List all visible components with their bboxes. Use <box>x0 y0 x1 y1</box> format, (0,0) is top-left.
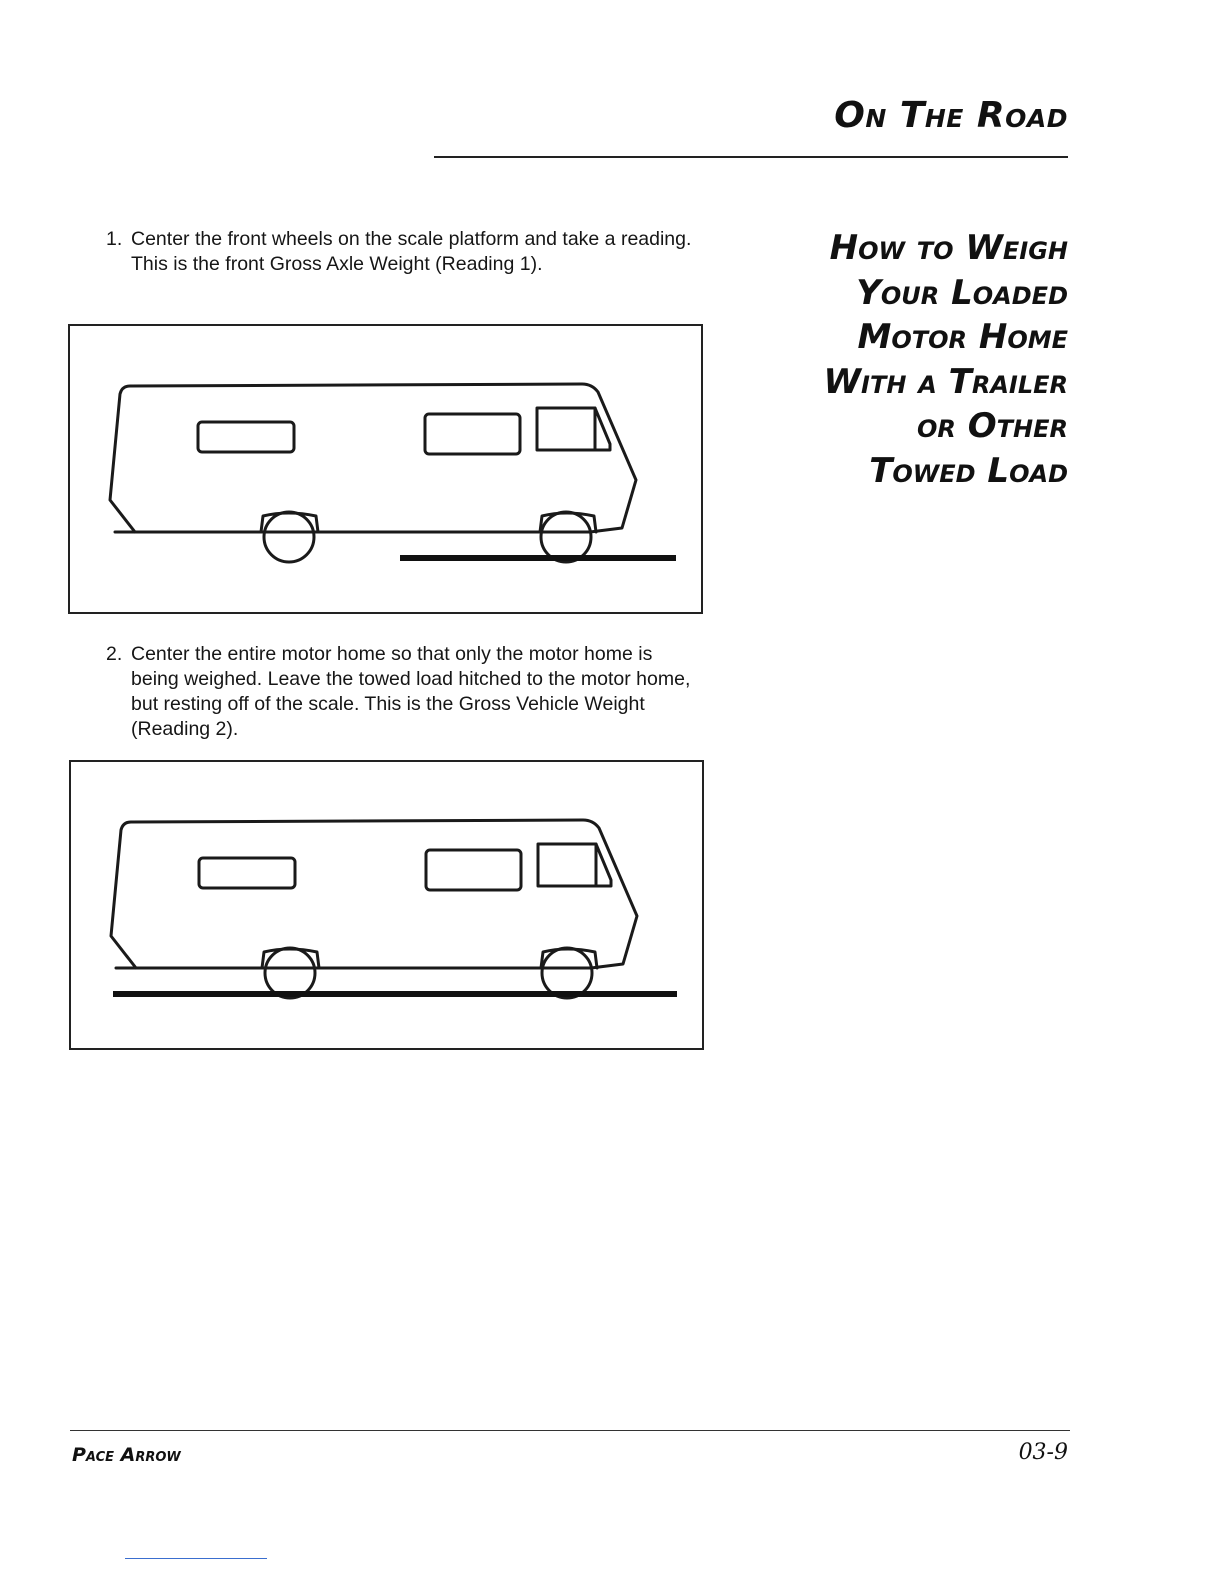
step-text: Center the entire motor home so that only the motor home is being weighed. Leave the towed load hitched to the motor home, but resting off of the scale. This is the Gross Vehicle Weight (Reading 2). <box>131 643 691 740</box>
figure-front-axle-weighing <box>68 324 703 614</box>
step-number: 1. <box>106 228 123 250</box>
step-2 <box>106 642 706 742</box>
footer-divider <box>70 1430 1070 1431</box>
section-heading-line: or Other <box>917 406 1068 446</box>
front-wheel <box>541 512 591 562</box>
rear-wheel <box>265 948 315 998</box>
scan-margin-line <box>125 1558 267 1559</box>
section-heading-line: Motor Home <box>857 317 1068 357</box>
step-1 <box>106 227 706 277</box>
motor-home-body <box>111 820 637 968</box>
door-window <box>425 414 520 454</box>
side-window <box>198 422 294 452</box>
page-number: 03-9 <box>1018 1440 1068 1465</box>
section-heading <box>808 226 1068 493</box>
footer-book-title: Pace Arrow <box>72 1444 181 1466</box>
figure-gross-vehicle-weighing <box>69 760 704 1050</box>
front-wheel <box>542 948 592 998</box>
motor-home-illustration <box>70 326 705 616</box>
side-window <box>199 858 295 888</box>
section-heading-line: Towed Load <box>869 450 1068 491</box>
page-header-title: On The Road <box>834 95 1068 136</box>
cab-window <box>538 844 611 886</box>
section-heading-line: Your Loaded <box>856 272 1068 313</box>
section-heading-line: How to Weigh <box>829 228 1068 268</box>
door-window <box>426 850 521 890</box>
cab-window <box>537 408 610 450</box>
motor-home-illustration <box>71 762 706 1052</box>
header-divider <box>434 156 1068 158</box>
section-heading-line: With a Trailer <box>823 361 1068 402</box>
rear-wheel <box>264 512 314 562</box>
step-number: 2. <box>106 643 123 665</box>
motor-home-body <box>110 384 636 532</box>
step-text: Center the front wheels on the scale platform and take a reading. This is the front Gross Axle Weight (Reading 1). <box>131 228 692 275</box>
